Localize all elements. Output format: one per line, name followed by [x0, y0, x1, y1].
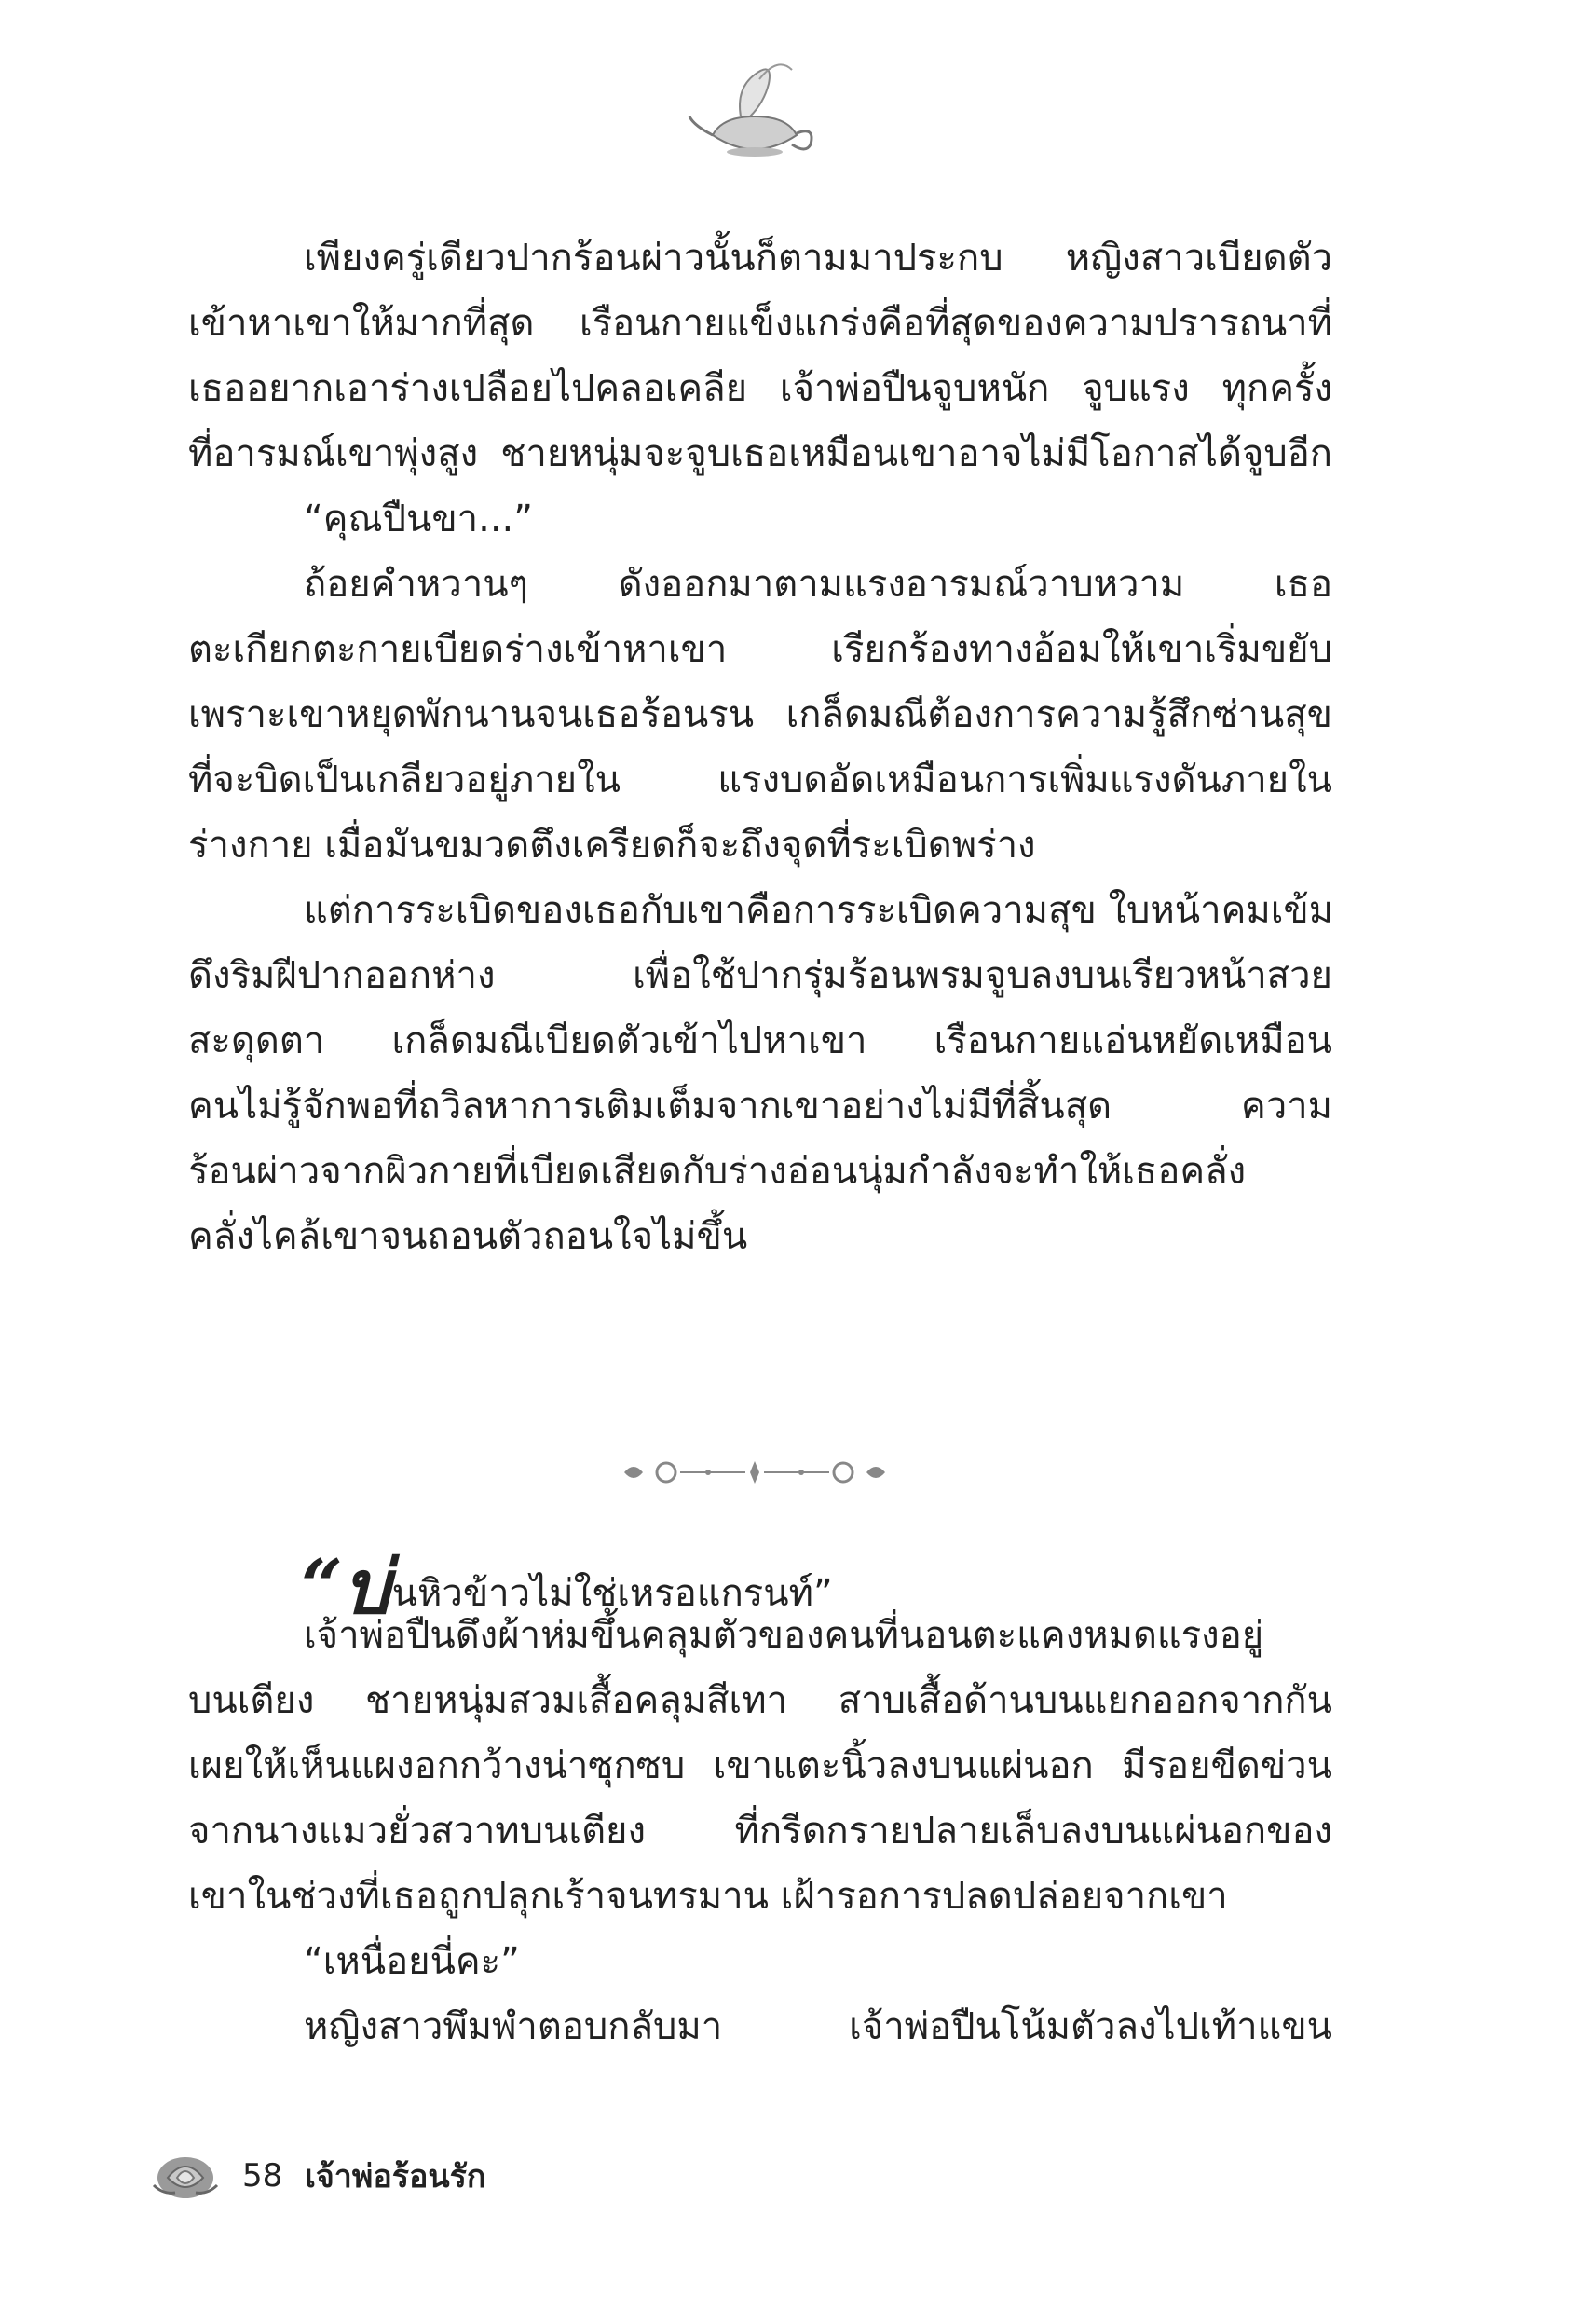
text-line: ถ้อยคำหวานๆ ดังออกมาตามแรงอารมณ์วาบหวาม เธอ: [304, 563, 1332, 606]
rose-icon: [149, 2148, 222, 2204]
text-line: คลั่งไคล้เขาจนถอนตัวถอนใจไม่ขึ้น: [188, 1215, 748, 1258]
text-line: เธออยากเอาร่างเปลือยไปคลอเคลีย เจ้าพ่อปืนจูบหนัก จูบแรง ทุกครั้ง: [188, 367, 1332, 410]
text-line: ร้อนผ่าวจากผิวกายที่เบียดเสียดกับร่างอ่อนนุ่มกำลังจะทำให้เธอคลั่ง: [188, 1150, 1247, 1193]
text-line: เพราะเขาหยุดพักนานจนเธอร้อนรน เกล็ดมณีต้องการความรู้สึกซ่านสุข: [188, 693, 1332, 736]
text-line: หญิงสาวพึมพำตอบกลับมา เจ้าพ่อปืนโน้มตัวลงไปเท้าแขน: [304, 2005, 1332, 2048]
dropcap-text: นหิวข้าวไม่ใช่เหรอแกรนท์”: [391, 1572, 833, 1615]
page-number: 58: [242, 2157, 283, 2195]
text-line: ตะเกียกตะกายเบียดร่างเข้าหาเขา เรียกร้องทางอ้อมให้เขาเริ่มขยับ: [188, 628, 1332, 671]
page-footer: [149, 2143, 486, 2208]
text-line: เจ้าพ่อปืนดึงผ้าห่มขึ้นคลุมตัวของคนที่นอนตะแคงหมดแรงอยู่: [304, 1614, 1264, 1657]
text-line: สะดุดตา เกล็ดมณีเบียดตัวเข้าไปหาเขา เรือนกายแอ่นหยัดเหมือน: [188, 1019, 1332, 1062]
section-divider-icon: [615, 1444, 894, 1500]
text-line: คนไม่รู้จักพอที่ถวิลหาการเติมเต็มจากเขาอย่างไม่มีที่สิ้นสุด ความ: [188, 1085, 1332, 1128]
paragraph-block-2: [188, 1603, 1332, 2059]
text-line: เขาในช่วงที่เธอถูกปลุกเร้าจนทรมาน เฝ้ารอการปลดปล่อยจากเขา: [188, 1875, 1228, 1918]
text-line: ที่จะบิดเป็นเกลียวอยู่ภายใน แรงบดอัดเหมือนการเพิ่มแรงดันภายใน: [188, 759, 1332, 801]
text-line: เพียงครู่เดียวปากร้อนผ่าวนั้นก็ตามมาประกบ หญิงสาวเบียดตัว: [304, 237, 1332, 280]
text-line: จากนางแมวยั่วสวาทบนเตียง ที่กรีดกรายปลายเล็บลงบนแผ่นอกของ: [188, 1810, 1332, 1853]
text-line: “คุณปืนขา...”: [304, 498, 533, 540]
paragraph-block-1: [188, 226, 1332, 1269]
text-line: บนเตียง ชายหนุ่มสวมเสื้อคลุมสีเทา สาบเสื้อด้านบนแยกออกจากกัน: [188, 1679, 1332, 1722]
text-line: ดึงริมฝีปากออกห่าง เพื่อใช้ปากรุ่มร้อนพรมจูบลงบนเรียวหน้าสวย: [188, 954, 1332, 997]
text-line: ร่างกาย เมื่อมันขมวดตึงเครียดก็จะถึงจุดที่ระเบิดพร่าง: [188, 824, 1036, 867]
dropcap-heading: [301, 1528, 833, 1631]
text-line: เข้าหาเขาให้มากที่สุด เรือนกายแข็งแกร่งคือที่สุดของความปรารถนาที่: [188, 302, 1332, 345]
lamp-ornament-icon: [685, 51, 825, 163]
dropcap-letter: บ่: [342, 1544, 390, 1631]
dropcap-quote: “: [301, 1544, 343, 1629]
text-line: “เหนื่อยนี่คะ”: [304, 1940, 520, 1983]
book-title: เจ้าพ่อร้อนรัก: [305, 2158, 486, 2195]
text-line: แต่การระเบิดของเธอกับเขาคือการระเบิดความสุข ใบหน้าคมเข้ม: [304, 889, 1334, 932]
text-line: ที่อารมณ์เขาพุ่งสูง ชายหนุ่มจะจูบเธอเหมือนเขาอาจไม่มีโอกาสได้จูบอีก: [188, 432, 1332, 475]
text-line: เผยให้เห็นแผงอกกว้างน่าซุกซบ เขาแตะนิ้วลงบนแผ่นอก มีรอยขีดข่วน: [188, 1744, 1332, 1787]
